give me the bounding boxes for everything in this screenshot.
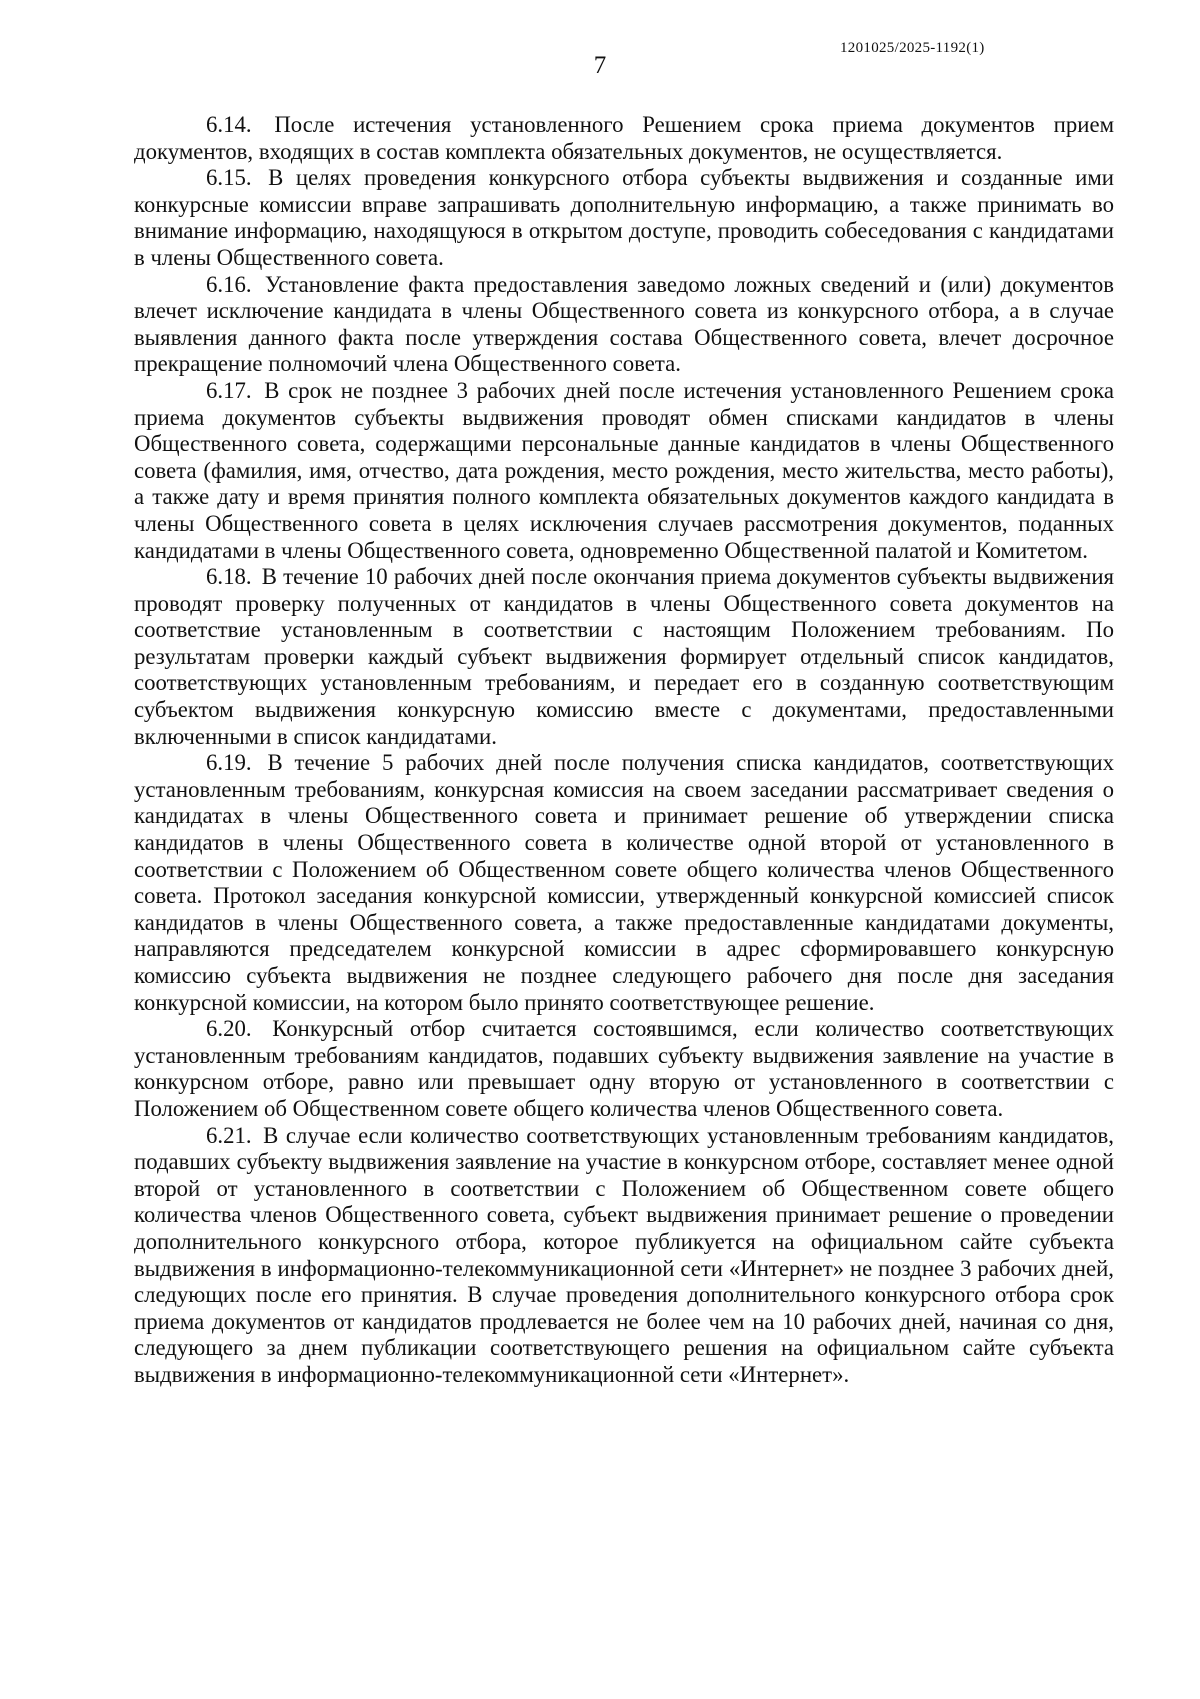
document-body xyxy=(134,112,1114,1389)
paragraph-number: 6.18. xyxy=(206,564,252,590)
paragraph-number: 6.19. xyxy=(206,750,252,776)
document-number: 1201025/2025-1192(1) xyxy=(840,40,985,56)
paragraph-number: 6.14. xyxy=(206,112,252,137)
paragraph-number: 6.17. xyxy=(206,377,252,403)
paragraph-6-14 xyxy=(134,112,1114,165)
paragraph-number: 6.15. xyxy=(206,165,252,191)
paragraph-6-17 xyxy=(134,378,1114,564)
paragraph-text: Установление факта предоставления заведомо ложных сведений и (или) документов влечет исключение кандидата в члены Общественного совета из конкурсного отбора, а в случае выявления данного факта после утверждения состава Общественного совета, влечет досрочное прекращение полномочий члена Общественного совета. xyxy=(134,271,1115,377)
paragraph-text: После истечения установленного Решением срока приема документов прием документов, входящих в состав комплекта обязательных документов, не осуществляется. xyxy=(134,112,1114,164)
paragraph-text: Конкурсный отбор считается состоявшимся, если количество соответствующих установленным требованиям кандидатов, подавших субъекту выдвижения заявление на участие в конкурсном отборе, равно или превышает одну вторую от установленного в соответствии с Положением об Общественном совете общего количества членов Общественного совета. xyxy=(134,1016,1114,1121)
paragraph-text: В целях проведения конкурсного отбора субъекты выдвижения и созданные ими конкурсные комиссии вправе запрашивать дополнительную информацию, а также принимать во внимание информацию, находящуюся в открытом доступе, проводить собеседования с кандидатами в члены Общественного совета. xyxy=(134,165,1115,270)
paragraph-number: 6.20. xyxy=(206,1016,252,1042)
paragraph-6-19 xyxy=(134,750,1114,1016)
paragraph-6-20 xyxy=(134,1016,1114,1122)
paragraph-text: В течение 10 рабочих дней после окончания приема документов субъекты выдвижения проводят проверку полученных от кандидатов в члены Общественного совета документов на соответствие установленным в соответствии с настоящим Положением требованиям. По результатам проверки каждый субъект выдвижения формирует отдельный список кандидатов, соответствующих установленным требованиям, и передает его в созданную соответствующим субъектом выдвижения конкурсную комиссию вместе с документами, предоставленными включенными в список кандидатами. xyxy=(134,564,1114,749)
paragraph-text: В течение 5 рабочих дней после получения списка кандидатов, соответствующих установленным требованиям, конкурсная комиссия на своем заседании рассматривает сведения о кандидатах в члены Общественного совета и принимает решение об утверждении списка кандидатов в члены Общественного совета в количестве одной второй от установленного в соответствии с Положением об Общественном совете общего количества членов Общественного совета. Протокол заседания конкурсной комиссии, утвержденный конкурсной комиссией список кандидатов в члены Общественного совета, а также предоставленные кандидатами документы, направляются председателем конкурсной комиссии в адрес сформировавшего конкурсную комиссию субъекта выдвижения не позднее следующего рабочего дня после дня заседания конкурсной комиссии, на котором было принято соответствующее решение. xyxy=(134,750,1114,1015)
paragraph-text: В случае если количество соответствующих установленным требованиям кандидатов, подавших субъекту выдвижения заявление на участие в конкурсном отборе, составляет менее одной второй от установленного в соответствии с Положением об Общественном совете общего количества членов Общественного совета, субъект выдвижения принимает решение о проведении дополнительного конкурсного отбора, которое публикуется на официальном сайте субъекта выдвижения в информационно-телекоммуникационной сети «Интернет» не позднее 3 рабочих дней, следующих после его принятия. В случае проведения дополнительного конкурсного отбора срок приема документов от кандидатов продлевается не более чем на 10 рабочих дней, начиная со дня, следующего за днем публикации соответствующего решения на официальном сайте субъекта выдвижения в информационно-телекоммуникационной сети «Интернет». xyxy=(134,1122,1114,1387)
paragraph-6-15 xyxy=(134,165,1114,271)
paragraph-text: В срок не позднее 3 рабочих дней после истечения установленного Решением срока приема документов субъекты выдвижения проводят обмен списками кандидатов в члены Общественного совета, содержащими персональные данные кандидатов в члены Общественного совета (фамилия, имя, отчество, дата рождения, место рождения, место жительства, место работы), а также дату и время принятия полного комплекта обязательных документов каждого кандидата в члены Общественного совета в целях исключения случаев рассмотрения документов, поданных кандидатами в члены Общественного совета, одновременно Общественной палатой и Комитетом. xyxy=(134,377,1114,563)
paragraph-6-16 xyxy=(134,272,1114,378)
paragraph-number: 6.16. xyxy=(206,271,252,297)
paragraph-6-18 xyxy=(134,564,1114,750)
paragraph-number: 6.21. xyxy=(206,1122,252,1148)
paragraph-6-21 xyxy=(134,1123,1114,1389)
page-number: 7 xyxy=(593,52,607,79)
